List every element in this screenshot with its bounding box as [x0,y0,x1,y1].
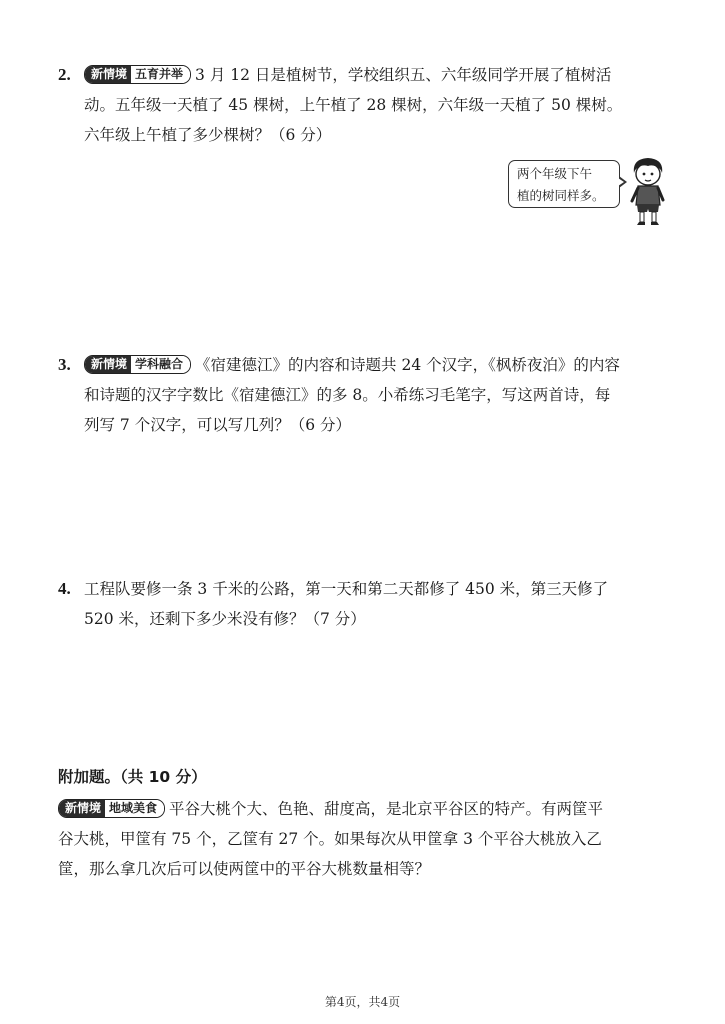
question-line: 新情境 地域美食 平谷大桃个大、色艳、甜度高，是北京平谷区的特产。有两筐平 [58,794,683,824]
question-2 [58,60,683,150]
question-number: 4. [58,579,71,598]
extra-question-title: 附加题。（共 10 分） [58,768,207,786]
question-line: 筐，那么拿几次后可以使两筐中的平谷大桃数量相等？ [58,860,431,878]
question-4 [58,574,683,634]
question-line: 谷大桃，甲筐有 75 个，乙筐有 27 个。如果每次从甲筐拿 3 个平谷大桃放入乙 [58,830,602,848]
scenario-tag: 新情境 五育并举 [84,65,191,84]
boy-character-icon [626,155,670,227]
question-number: 2. [58,65,71,84]
scenario-tag: 新情境 学科融合 [84,355,191,374]
question-line: 动。五年级一天植了 45 棵树，上午植了 28 棵树，六年级一天植了 50 棵树。 [84,96,623,114]
question-line: 新情境 五育并举 3 月 12 日是植树节，学校组织五、六年级同学开展了植树活 [84,60,683,90]
question-3 [58,350,683,440]
question-line: 新情境 学科融合 《宿建德江》的内容和诗题共 24 个汉字，《枫桥夜泊》的内容 [84,350,683,380]
question-line: 工程队要修一条 3 千米的公路，第一天和第二天都修了 450 米，第三天修了 [84,580,609,598]
question-number: 3. [58,355,71,374]
page-footer: 第4页，共4页 [324,995,401,1009]
question-line: 520 米，还剩下多少米没有修？（7 分） [84,610,366,628]
scenario-tag: 新情境 地域美食 [58,799,165,818]
hint-speech-bubble: 两个年级下午 植的树同样多。 [508,160,620,208]
question-line: 和诗题的汉字字数比《宿建德江》的多 8。小希练习毛笔字，写这两首诗，每 [84,386,611,404]
question-line: 六年级上午植了多少棵树？（6 分） [84,126,332,144]
question-line: 列写 7 个汉字，可以写几列？（6 分） [84,416,352,434]
extra-question [58,794,683,884]
